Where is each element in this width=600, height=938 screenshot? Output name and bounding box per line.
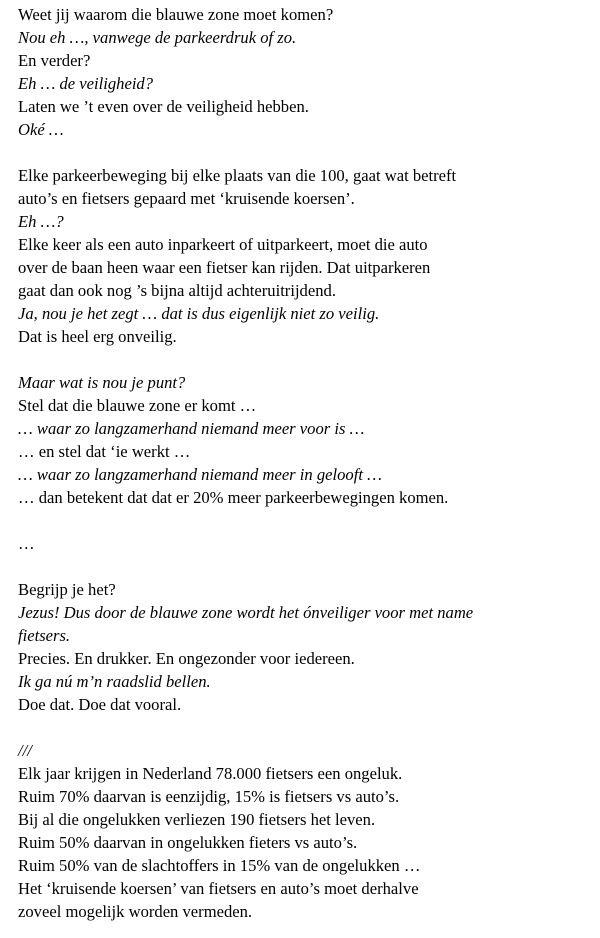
paragraph-spacer xyxy=(18,509,600,532)
text-line: Elke keer als een auto inparkeert of uitparkeert, moet die auto xyxy=(18,235,428,254)
dialogue-reply-line: Ik ga nú m’n raadslid bellen. xyxy=(18,672,211,691)
text-line: Ruim 50% daarvan in ongelukken fieters vs auto’s. xyxy=(18,833,358,852)
text-line: Laten we ’t even over de veiligheid hebben. xyxy=(18,97,309,116)
text-line: … xyxy=(18,534,35,553)
paragraph-spacer xyxy=(18,555,600,578)
dialogue-reply-line: Oké … xyxy=(18,120,64,139)
text-line: Het ‘kruisende koersen’ van fietsers en auto’s moet derhalve xyxy=(18,879,419,898)
paragraph-spacer xyxy=(18,141,600,164)
dialogue-reply-line: Eh … de veiligheid? xyxy=(18,74,154,93)
dialogue-reply-line: /// xyxy=(18,741,32,760)
text-line: Ruim 50% van de slachtoffers in 15% van de ongelukken … xyxy=(18,856,421,875)
dialogue-reply-line: Jezus! Dus door de blauwe zone wordt het ónveiliger voor met name xyxy=(18,603,474,622)
text-line: auto’s en fietsers gepaard met ‘kruisende koersen’. xyxy=(18,189,355,208)
dialogue-reply-line: Nou eh …, vanwege de parkeerdruk of zo. xyxy=(18,28,297,47)
paragraph-spacer xyxy=(18,348,600,371)
text-line: gaat dan ook nog ’s bijna altijd achteruitrijdend. xyxy=(18,281,336,300)
paragraph-spacer xyxy=(18,716,600,739)
text-line: … en stel dat ‘ie werkt … xyxy=(18,442,191,461)
text-line: Weet jij waarom die blauwe zone moet komen? xyxy=(18,5,334,24)
text-line: Dat is heel erg onveilig. xyxy=(18,327,177,346)
text-line: Doe dat. Doe dat vooral. xyxy=(18,695,182,714)
dialogue-reply-line: Eh …? xyxy=(18,212,64,231)
text-line: Elk jaar krijgen in Nederland 78.000 fietsers een ongeluk. xyxy=(18,764,403,783)
dialogue-reply-line: … waar zo langzamerhand niemand meer voor is … xyxy=(18,419,365,438)
dialogue-reply-line: fietsers. xyxy=(18,626,71,645)
dialogue-reply-line: Ja, nou je het zegt … dat is dus eigenlijk niet zo veilig. xyxy=(18,304,380,323)
text-line: Stel dat die blauwe zone er komt … xyxy=(18,396,257,415)
text-line: Bij al die ongelukken verliezen 190 fietsers het leven. xyxy=(18,810,376,829)
text-line: … dan betekent dat dat er 20% meer parkeerbewegingen komen. xyxy=(18,488,449,507)
text-line: En verder? xyxy=(18,51,91,70)
text-line: Elke parkeerbeweging bij elke plaats van die 100, gaat wat betreft xyxy=(18,166,457,185)
text-line: Precies. En drukker. En ongezonder voor iedereen. xyxy=(18,649,355,668)
dialogue-reply-line: … waar zo langzamerhand niemand meer in gelooft … xyxy=(18,465,382,484)
text-line: zoveel mogelijk worden vermeden. xyxy=(18,902,253,921)
text-line: over de baan heen waar een fietser kan rijden. Dat uitparkeren xyxy=(18,258,431,277)
text-line: Begrijp je het? xyxy=(18,580,116,599)
dialogue-reply-line: Maar wat is nou je punt? xyxy=(18,373,186,392)
text-line: Ruim 70% daarvan is eenzijdig, 15% is fietsers vs auto’s. xyxy=(18,787,400,806)
